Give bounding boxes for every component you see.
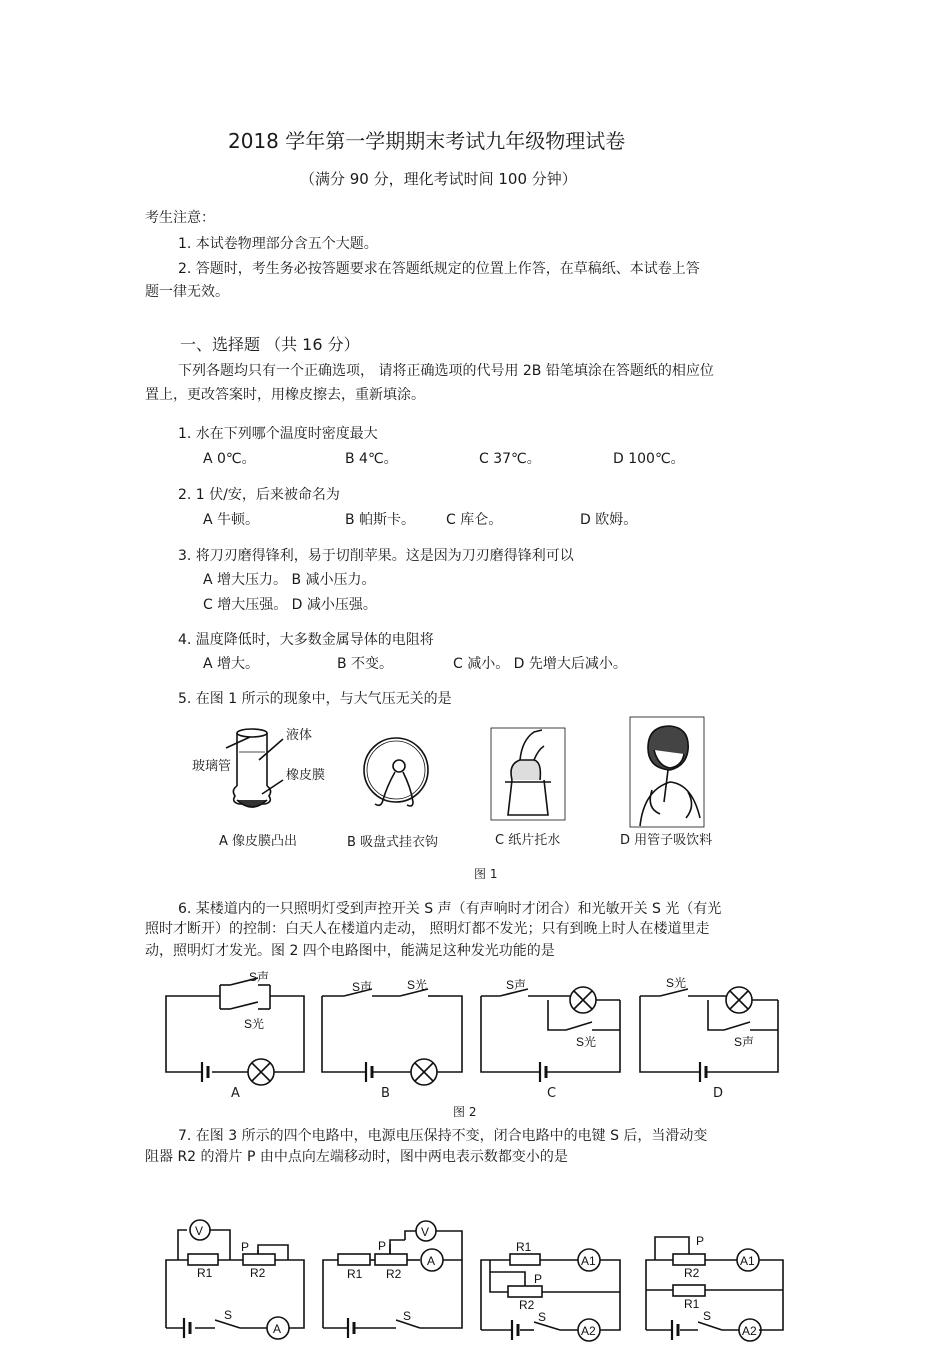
section-1-heading: 一、选择题 （共 16 分）: [180, 335, 360, 354]
fig3-c4-a2-label: A2: [742, 1324, 757, 1338]
fig3-c4-r1-label: R1: [684, 1297, 700, 1311]
fig2-option-b: B: [381, 1086, 390, 1101]
fig1-boy-straw-illustration: [630, 717, 704, 827]
fig1-option-a: A 像皮膜凸出: [219, 834, 298, 849]
fig3-c1-r2-label: R2: [250, 1266, 266, 1280]
fig3-c2-p-label: P: [378, 1239, 387, 1253]
fig3-c2-r2-label: R2: [386, 1267, 402, 1281]
q7-line-1: 7. 在图 3 所示的四个电路中，电源电压保持不变，闭合电路中的电键 S 后，当滑动变: [178, 1128, 708, 1144]
fig3-circuit-1: [166, 1220, 304, 1339]
fig3-c3-a1-label: A1: [581, 1254, 596, 1268]
fig2-circuit-a: [166, 978, 304, 1085]
fig3-circuit-3: [481, 1249, 620, 1341]
q2-stem: 2. 1 伏/安，后来被命名为: [178, 487, 340, 503]
q1-option-b: B 4℃。: [345, 451, 398, 467]
fig3-circuit-4: [646, 1237, 783, 1341]
fig1-paper-cup-illustration: [491, 728, 565, 820]
fig1-option-b: B 吸盘式挂衣钩: [347, 835, 439, 850]
q2-option-d: D 欧姆。: [580, 512, 638, 528]
notice-heading: 考生注意：: [145, 210, 215, 226]
fig3-c2-ammeter-label: A: [427, 1254, 436, 1268]
fig3-c1-r1-label: R1: [197, 1266, 213, 1280]
fig3-c4-s-label: S: [703, 1309, 712, 1323]
fig1-option-c: C 纸片托水: [495, 833, 561, 848]
fig3-c3-r1-label: R1: [516, 1240, 532, 1254]
q1-option-d: D 100℃。: [613, 451, 685, 467]
q6-line-2: 照时才断开）的控制：白天人在楼道内走动， 照明灯都不发光；只有到晚上时人在楼道里走: [145, 921, 710, 937]
fig2-circuit-d: [640, 987, 778, 1082]
notice-item-2-line-2: 题一律无效。: [145, 284, 229, 300]
fig2c-label-s-light: S光: [576, 1035, 597, 1049]
fig3-c1-s-label: S: [224, 1308, 233, 1322]
q1-stem: 1. 水在下列哪个温度时密度最大: [178, 426, 378, 442]
fig2d-label-s-sound: S声: [734, 1035, 755, 1049]
fig3-c4-a1-label: A1: [740, 1254, 755, 1268]
q1-option-a: A 0℃。: [203, 451, 256, 467]
fig1-label-liquid: 液体: [286, 728, 313, 743]
q3-options-cd: C 增大压强。 D 减小压强。: [203, 597, 377, 613]
fig2-option-c: C: [547, 1086, 557, 1101]
notice-item-2-line-1: 2. 答题时，考生务必按答题要求在答题纸规定的位置上作答，在草稿纸、本试卷上答: [178, 261, 700, 277]
fig2b-label-s-light: S光: [407, 978, 428, 992]
fig2-option-d: D: [713, 1086, 724, 1101]
fig2-circuit-c: [481, 987, 620, 1082]
q4-option-a: A 增大。: [203, 656, 260, 672]
q4-option-b: B 不变。: [337, 656, 394, 672]
q6-line-1: 6. 某楼道内的一只照明灯受到声控开关 S 声（有声响时才闭合）和光敏开关 S 光（有光: [178, 901, 722, 917]
fig3-c2-r1-label: R1: [347, 1267, 363, 1281]
fig3-c3-a2-label: A2: [581, 1324, 596, 1338]
q2-option-b: B 帕斯卡。: [345, 512, 416, 528]
fig2-caption: 图 2: [453, 1105, 477, 1119]
q1-option-c: C 37℃。: [479, 451, 541, 467]
q5-stem: 5. 在图 1 所示的现象中，与大气压无关的是: [178, 691, 452, 707]
fig2d-label-s-light: S光: [666, 976, 687, 990]
notice-item-1: 1. 本试卷物理部分含五个大题。: [178, 236, 378, 252]
q4-stem: 4. 温度降低时，大多数金属导体的电阻将: [178, 632, 434, 648]
fig2-circuit-b: [322, 989, 462, 1085]
fig1-caption: 图 1: [474, 867, 498, 881]
fig1-glass-tube-illustration: [226, 729, 283, 807]
fig3-c4-r2-label: R2: [684, 1266, 700, 1280]
fig2-option-a: A: [231, 1086, 240, 1101]
fig3-c1-voltmeter-label: V: [195, 1224, 204, 1238]
q2-option-a: A 牛顿。: [203, 512, 260, 528]
paper-title: 2018 学年第一学期期末考试九年级物理试卷: [228, 129, 626, 153]
fig2a-label-s-light: S光: [244, 1017, 265, 1031]
fig3-c2-voltmeter-label: V: [421, 1225, 430, 1239]
fig2c-label-s-sound: S声: [506, 978, 527, 992]
q6-line-3: 动，照明灯才发光。图 2 四个电路图中，能满足这种发光功能的是: [145, 943, 555, 959]
q3-stem: 3. 将刀刃磨得锋利，易于切削苹果。这是因为刀刃磨得锋利可以: [178, 548, 574, 564]
fig1-suction-hook-illustration: [364, 738, 428, 806]
q3-options-ab: A 增大压力。 B 减小压力。: [203, 572, 376, 588]
fig3-c1-p-label: P: [241, 1240, 250, 1254]
fig2a-label-s-sound: S声: [249, 970, 270, 984]
q2-option-c: C 库仑。: [446, 512, 503, 528]
q7-line-2: 阻器 R2 的滑片 P 由中点向左端移动时，图中两电表示数都变小的是: [145, 1149, 568, 1165]
fig1-label-tube: 玻璃管: [192, 759, 232, 774]
fig3-c4-p-label: P: [696, 1234, 705, 1248]
fig2b-label-s-sound: S声: [352, 980, 373, 994]
section-1-intro-line-2: 置上，更改答案时，用橡皮擦去，重新填涂。: [145, 387, 425, 403]
fig3-c3-r2-label: R2: [519, 1298, 535, 1312]
paper-subtitle: （满分 90 分，理化考试时间 100 分钟）: [300, 170, 577, 188]
fig3-c1-ammeter-label: A: [273, 1322, 282, 1336]
fig1-label-membrane: 橡皮膜: [286, 768, 326, 783]
fig3-c3-s-label: S: [538, 1310, 547, 1324]
fig3-c3-p-label: P: [534, 1272, 543, 1286]
section-1-intro-line-1: 下列各题均只有一个正确选项， 请将正确选项的代号用 2B 铅笔填涂在答题纸的相应位: [178, 363, 714, 379]
q4-options-cd: C 减小。 D 先增大后减小。: [453, 656, 627, 672]
fig3-c2-s-label: S: [403, 1309, 412, 1323]
fig1-option-d: D 用管子吸饮料: [620, 833, 713, 848]
